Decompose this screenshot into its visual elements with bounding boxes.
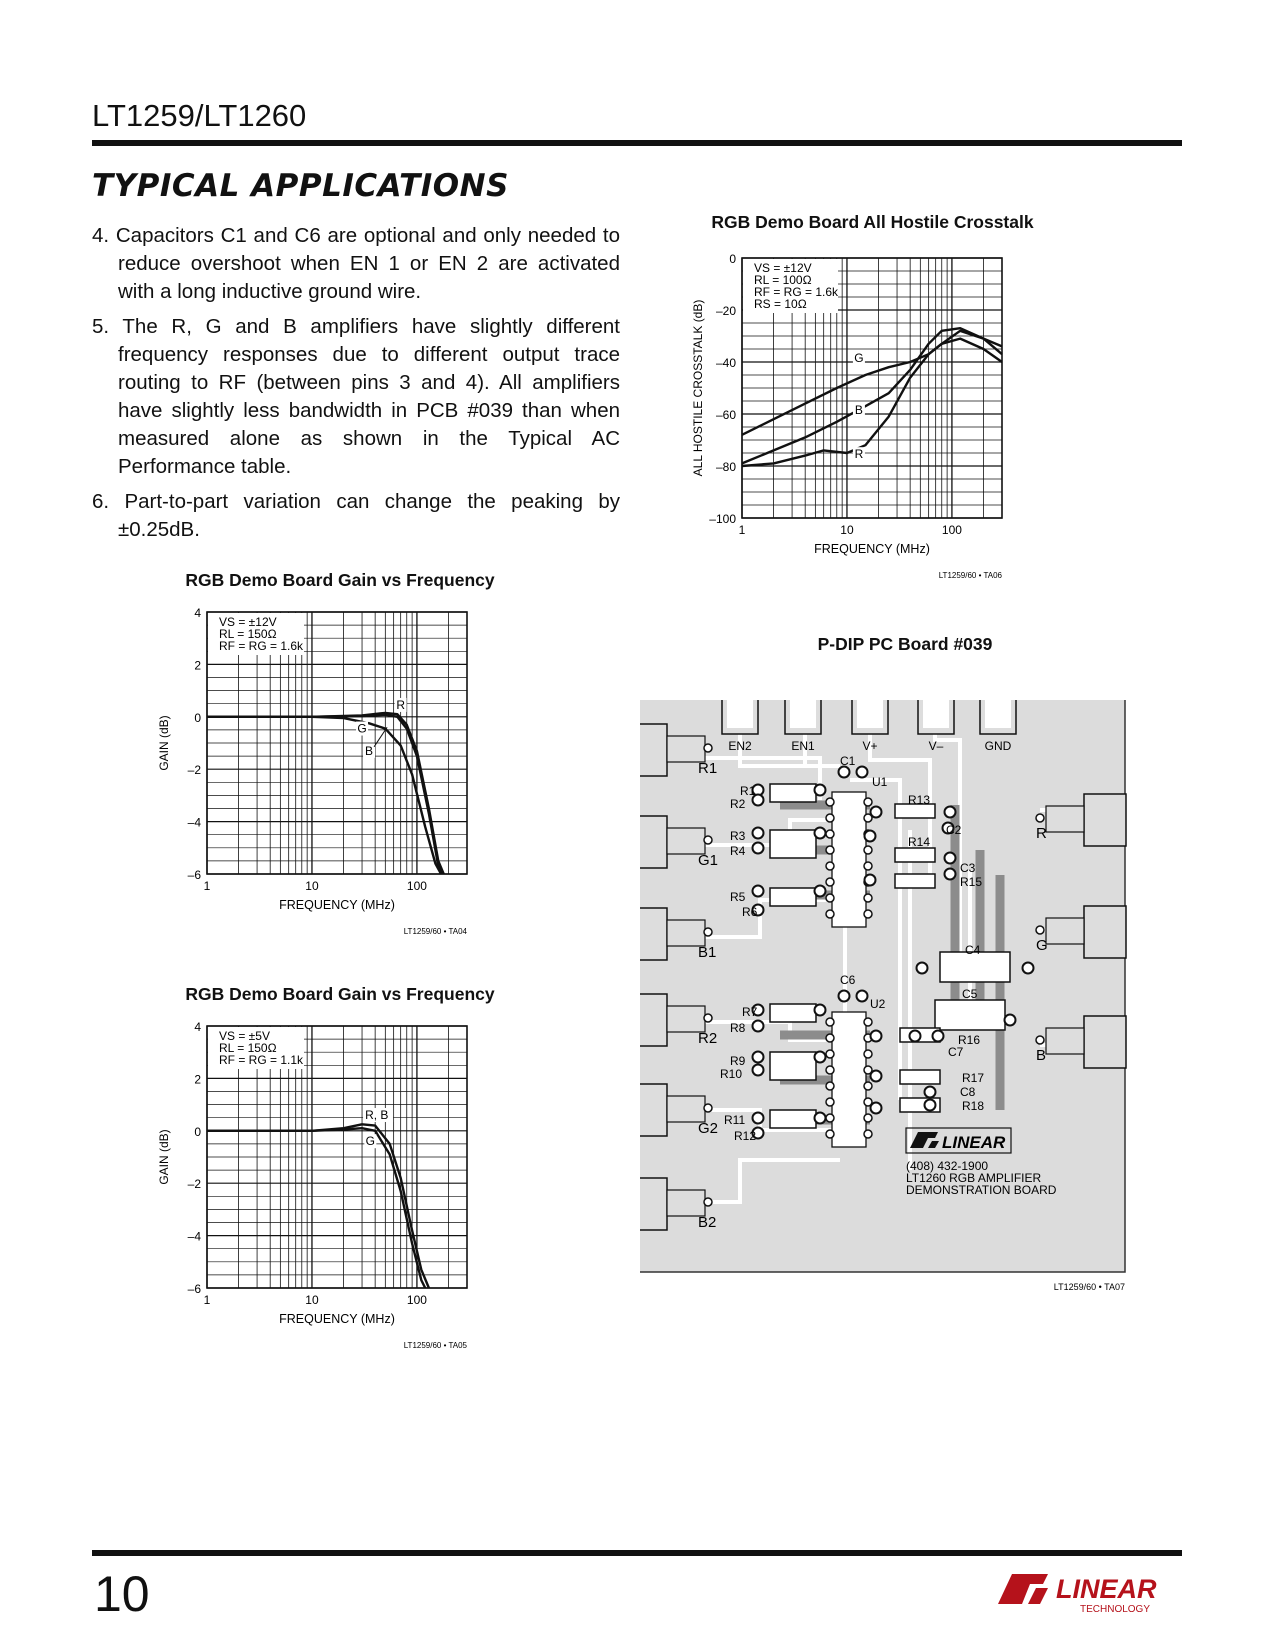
gain-chart-1 (150, 600, 520, 980)
top-pad-inner (727, 700, 753, 728)
ic-pin (864, 1082, 872, 1090)
pcb-pad (857, 767, 868, 778)
left-connector-label: B1 (698, 944, 717, 961)
condition-text: RF = RG = 1.1k (219, 1053, 304, 1067)
left-connector-neck (667, 1006, 705, 1032)
pcb-pad (815, 1052, 826, 1063)
condition-text: VS = ±12V (754, 261, 812, 275)
ic-body (832, 1012, 866, 1147)
ic-pin (826, 1082, 834, 1090)
component-label: R8 (730, 1021, 746, 1035)
left-connector (640, 994, 667, 1046)
pcb-pad (871, 1031, 882, 1042)
pad-label: V– (928, 739, 944, 753)
ic-pin (826, 1114, 834, 1122)
pcb-pad (1005, 1015, 1016, 1026)
pcb-pad (910, 1031, 921, 1042)
figure-code: LT1259/60 • TA05 (403, 1341, 467, 1350)
logo-sub: TECHNOLOGY (1080, 1604, 1151, 1615)
pcb-pad (839, 991, 850, 1002)
condition-text: RS = 10Ω (754, 297, 807, 311)
pcb-info-text: DEMONSTRATION BOARD (906, 1183, 1057, 1197)
note-5 (92, 313, 620, 481)
pcb-pad (815, 785, 826, 796)
left-connector-label: G2 (698, 1120, 719, 1137)
x-tick-label: 10 (305, 879, 319, 893)
y-tick-label: –2 (187, 1177, 201, 1192)
note-number: 6. (92, 490, 125, 513)
ic-pin (864, 798, 872, 806)
pcb-pad (753, 886, 764, 897)
component-label: U2 (870, 997, 886, 1011)
y-tick-label: 4 (194, 606, 201, 620)
pcb-info-text: (408) 432-1900 (906, 1159, 989, 1173)
pcb-info-text: LT1260 RGB AMPLIFIER (906, 1171, 1042, 1185)
pcb-pad (917, 963, 928, 974)
left-connector-neck (667, 736, 705, 762)
x-axis-label: FREQUENCY (MHz) (814, 542, 930, 556)
ic-pin (826, 910, 834, 918)
section-title: TYPICAL APPLICATIONS (92, 168, 509, 204)
component-label: R4 (730, 844, 746, 858)
series-label: G (365, 1134, 376, 1149)
pcb-logo-text: LINEAR (942, 1133, 1006, 1152)
component-label: R3 (730, 829, 746, 843)
component-footprint (895, 874, 935, 888)
y-tick-label: –100 (709, 512, 736, 526)
note-number: 4. (92, 224, 116, 247)
x-tick-label: 1 (203, 879, 211, 893)
ic-pin (826, 814, 834, 822)
pad-label: V+ (862, 739, 878, 753)
component-footprint (770, 784, 816, 802)
x-tick-label: 10 (305, 1293, 319, 1307)
left-connector-neck (667, 1190, 705, 1216)
ic-pin (864, 894, 872, 902)
y-tick-label: –80 (715, 460, 736, 474)
ic-pin (864, 862, 872, 870)
page-number: 10 (94, 1566, 150, 1622)
ic-pin (826, 1050, 834, 1058)
component-footprint (770, 830, 816, 858)
note-4 (92, 222, 620, 306)
x-tick-label: 100 (406, 879, 427, 893)
component-label: C2 (946, 823, 962, 837)
ic-pin (864, 1018, 872, 1026)
x-tick-label: 1 (738, 523, 746, 537)
connector-pin (704, 928, 712, 936)
note-6 (92, 488, 620, 544)
component-label: R17 (962, 1071, 985, 1085)
pcb-pad (945, 853, 956, 864)
component-label: C7 (948, 1045, 964, 1059)
pcb-pad (1023, 963, 1034, 974)
pcb-pad (753, 1113, 764, 1124)
left-connector-label: B2 (698, 1214, 717, 1231)
condition-text: RF = RG = 1.6k (754, 285, 839, 299)
y-axis-label: GAIN (dB) (157, 715, 171, 771)
left-connector (640, 1178, 667, 1230)
pcb-pad (815, 1005, 826, 1016)
connector-pin (1036, 814, 1044, 822)
ic-pin (864, 1130, 872, 1138)
component-footprint (935, 1000, 1005, 1030)
component-footprint (770, 1110, 816, 1128)
pcb-pad (925, 1087, 936, 1098)
note-text: Capacitors C1 and C6 are optional and only needed to reduce overshoot when EN 1 or EN 2 are activated with a long inductive ground wire. (115, 224, 620, 303)
left-connector-label: R2 (698, 1030, 718, 1047)
component-label: C6 (840, 973, 856, 987)
component-label: R14 (908, 835, 931, 849)
component-footprint (770, 1052, 816, 1080)
pcb-pad (857, 991, 868, 1002)
component-label: R9 (730, 1054, 746, 1068)
component-footprint (770, 888, 816, 906)
component-label: R11 (724, 1113, 746, 1127)
pcb-pad (945, 869, 956, 880)
y-tick-label: –40 (715, 356, 736, 370)
ic-pin (826, 878, 834, 886)
figure-code: LT1259/60 • TA06 (938, 571, 1002, 580)
series-label: R, B (365, 1108, 389, 1123)
ic-pin (826, 1018, 834, 1026)
right-connector-neck (1046, 918, 1084, 944)
series-line-g (742, 331, 1002, 435)
right-connector-label: R (1036, 825, 1047, 842)
condition-text: RF = RG = 1.6k (219, 639, 304, 653)
component-label: U1 (872, 775, 888, 789)
component-label: C8 (960, 1085, 976, 1099)
pcb-pad (753, 843, 764, 854)
y-tick-label: –6 (187, 868, 201, 882)
pcb-pad (815, 1113, 826, 1124)
crosstalk-chart (690, 240, 1070, 610)
y-tick-label: –20 (715, 304, 736, 318)
y-tick-label: –4 (187, 815, 201, 830)
y-axis-label: ALL HOSTILE CROSSTALK (dB) (691, 299, 705, 477)
condition-text: VS = ±5V (219, 1029, 270, 1043)
series-line-rb (207, 1124, 429, 1288)
ic-pin (826, 798, 834, 806)
figure-code: LT1259/60 • TA04 (403, 927, 467, 936)
connector-pin (1036, 926, 1044, 934)
ic-pin (826, 846, 834, 854)
y-tick-label: 4 (194, 1020, 201, 1034)
connector-pin (704, 1198, 712, 1206)
right-connector (1084, 1016, 1126, 1068)
pcb-pad (753, 828, 764, 839)
component-label: R15 (960, 875, 983, 889)
series-label: B (854, 403, 863, 417)
connector-pin (704, 1014, 712, 1022)
connector-pin (1036, 1036, 1044, 1044)
pad-label: EN1 (791, 739, 815, 753)
series-label: R (854, 447, 864, 462)
series-label: R (396, 697, 405, 712)
gain-chart-1-title: RGB Demo Board Gain vs Frequency (185, 570, 495, 590)
right-connector-neck (1046, 1028, 1084, 1054)
left-connector-label: R1 (698, 760, 718, 777)
component-label: R13 (908, 793, 931, 807)
pcb-pad (753, 1065, 764, 1076)
ic-body (832, 792, 866, 927)
pad-label: EN2 (728, 739, 752, 753)
connector-pin (704, 836, 712, 844)
footer-rule (92, 1550, 1182, 1556)
x-axis-label: FREQUENCY (MHz) (279, 1312, 395, 1326)
ic-pin (864, 910, 872, 918)
left-connector-label: G1 (698, 852, 719, 869)
pcb-pad (925, 1100, 936, 1111)
condition-text: VS = ±12V (219, 615, 277, 629)
ic-pin (826, 1130, 834, 1138)
lt-logo-icon (998, 1574, 1048, 1604)
ic-pin (826, 1098, 834, 1106)
connector-pin (704, 1104, 712, 1112)
pcb-pad (945, 807, 956, 818)
top-pad-inner (790, 700, 816, 728)
header-rule (92, 140, 1182, 146)
logo-word: LINEAR (1056, 1574, 1157, 1604)
part-number: LT1259/LT1260 (92, 98, 307, 133)
component-label: R7 (742, 1005, 758, 1019)
y-tick-label: 0 (194, 1124, 201, 1139)
right-connector-label: G (1036, 937, 1048, 954)
right-connector-label: B (1036, 1047, 1047, 1064)
x-tick-label: 1 (203, 1293, 211, 1307)
pcb-pad (839, 767, 850, 778)
series-label: G (854, 351, 864, 365)
ic-pin (864, 846, 872, 854)
notes-list (92, 222, 620, 551)
ic-pin (826, 1034, 834, 1042)
component-label: R1 (740, 784, 756, 798)
component-label: C1 (840, 754, 856, 768)
condition-text: RL = 150Ω (219, 1041, 277, 1055)
y-tick-label: 2 (194, 658, 201, 673)
ic-pin (826, 862, 834, 870)
right-connector (1084, 906, 1126, 958)
series-label: G (357, 721, 367, 736)
crosstalk-chart-title: RGB Demo Board All Hostile Crosstalk (711, 212, 1034, 232)
ic-pin (864, 1114, 872, 1122)
condition-text: RL = 100Ω (754, 273, 812, 287)
pcb-layout (640, 700, 1175, 1350)
series-line-b (742, 328, 1002, 463)
ic-pin (826, 894, 834, 902)
x-tick-label: 100 (406, 1293, 427, 1307)
y-tick-label: –2 (187, 763, 201, 778)
component-label: C5 (962, 987, 978, 1001)
ic-pin (826, 1066, 834, 1074)
figure-code: LT1259/60 • TA07 (1053, 1282, 1125, 1292)
note-text: Part-to-part variation can change the peaking by ±0.25dB. (118, 490, 620, 541)
left-connector (640, 724, 667, 776)
top-pad-inner (923, 700, 949, 728)
series-label: B (365, 743, 374, 758)
connector-pin (704, 744, 712, 752)
right-connector (1084, 794, 1126, 846)
pcb-pad (815, 886, 826, 897)
top-pad-inner (857, 700, 883, 728)
series-line-r (207, 713, 444, 874)
component-label: C4 (965, 943, 981, 957)
y-axis-label: GAIN (dB) (157, 1129, 171, 1185)
component-label: R12 (734, 1129, 757, 1143)
pcb-pad (871, 1071, 882, 1082)
pcb-pad (865, 831, 876, 842)
ic-pin (864, 1050, 872, 1058)
component-label: R5 (730, 890, 746, 904)
component-label: R10 (720, 1067, 743, 1081)
component-label: R16 (958, 1033, 981, 1047)
y-tick-label: –6 (187, 1282, 201, 1296)
ic-pin (826, 830, 834, 838)
linear-technology-logo (990, 1568, 1170, 1618)
x-axis-label: FREQUENCY (MHz) (279, 898, 395, 912)
left-connector (640, 908, 667, 960)
component-label: R6 (742, 905, 758, 919)
component-footprint (900, 1070, 940, 1084)
x-tick-label: 100 (941, 523, 962, 537)
y-tick-label: 0 (729, 252, 736, 266)
top-pad-inner (985, 700, 1011, 728)
condition-text: RL = 150Ω (219, 627, 277, 641)
left-connector (640, 816, 667, 868)
y-tick-label: –4 (187, 1229, 201, 1244)
left-connector-neck (667, 1096, 705, 1122)
component-footprint (895, 848, 935, 862)
pcb-pad (815, 828, 826, 839)
pcb-pad (753, 1052, 764, 1063)
pcb-pad (865, 875, 876, 886)
component-label: C3 (960, 861, 976, 875)
gain-chart-2 (150, 1014, 520, 1394)
pcb-pad (753, 1021, 764, 1032)
left-connector-neck (667, 920, 705, 946)
pad-label: GND (984, 739, 1012, 753)
pcb-pad (871, 1103, 882, 1114)
y-tick-label: –60 (715, 408, 736, 422)
note-text: The R, G and B amplifiers have slightly different frequency responses due to different output trace routing to RF (between pins 3 and 4). All amplifiers have slightly less bandwidth in PCB #039 than when measured alone as shown in the Typical AC Performance table. (118, 315, 620, 478)
pcb-title: P-DIP PC Board #039 (817, 634, 993, 654)
pcb-pad (871, 807, 882, 818)
right-connector-neck (1046, 806, 1084, 832)
pcb-pad (933, 1031, 944, 1042)
component-label: R2 (730, 797, 746, 811)
left-connector (640, 1084, 667, 1136)
note-number: 5. (92, 315, 123, 338)
x-tick-label: 10 (840, 523, 854, 537)
left-connector-neck (667, 828, 705, 854)
y-tick-label: 2 (194, 1072, 201, 1087)
component-label: R18 (962, 1099, 985, 1113)
y-tick-label: 0 (194, 710, 201, 725)
gain-chart-2-title: RGB Demo Board Gain vs Frequency (185, 984, 495, 1004)
component-footprint (770, 1004, 816, 1022)
